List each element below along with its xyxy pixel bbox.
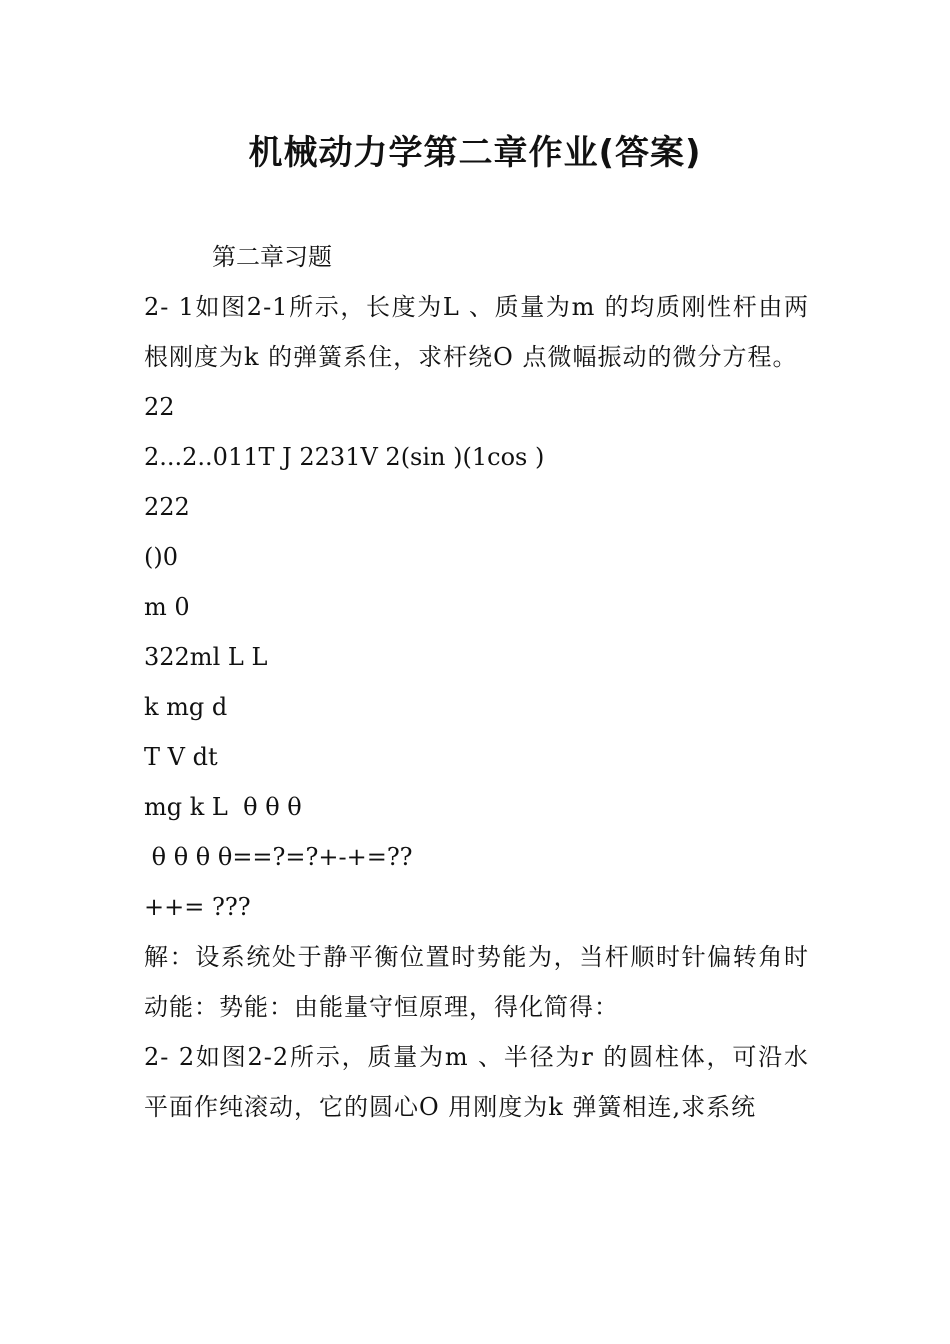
- document-body: [144, 232, 809, 1132]
- equation-line: 322ml L L: [144, 643, 268, 671]
- equation-line: T V dt: [144, 743, 218, 771]
- equation-line: θ θ θ θ==?=?+-+=??: [144, 843, 413, 871]
- equation-line: 222: [144, 493, 190, 521]
- equation-line: m 0: [144, 593, 190, 621]
- solution-2-1-text: 解：设系统处于静平衡位置时势能为，当杆顺时针偏转角时动能：势能：由能量守恒原理，得化简得：: [144, 943, 809, 1021]
- equation-line: ++= ???: [144, 893, 251, 921]
- problem-2-1-text: 2- 1如图2-1所示，长度为L 、质量为m 的均质刚性杆由两根刚度为k 的弹簧系住，求杆绕O 点微幅振动的微分方程。: [144, 293, 809, 371]
- equation-line: k mg d: [144, 693, 228, 721]
- document-title: 机械动力学第二章作业(答案): [248, 133, 702, 173]
- chapter-subtitle: 第二章习题: [212, 243, 332, 271]
- equation-line: 22: [144, 393, 175, 421]
- equation-line: 2...2..011T J 2231V 2(sin )(1cos ): [144, 443, 545, 471]
- equation-line: ()0: [144, 543, 178, 571]
- problem-2-2-text: 2- 2如图2-2所示，质量为m 、半径为r 的圆柱体，可沿水平面作纯滚动，它的圆心O 用刚度为k 弹簧相连,求系统: [144, 1043, 809, 1121]
- equation-line: mg k L θ θ θ: [144, 793, 302, 821]
